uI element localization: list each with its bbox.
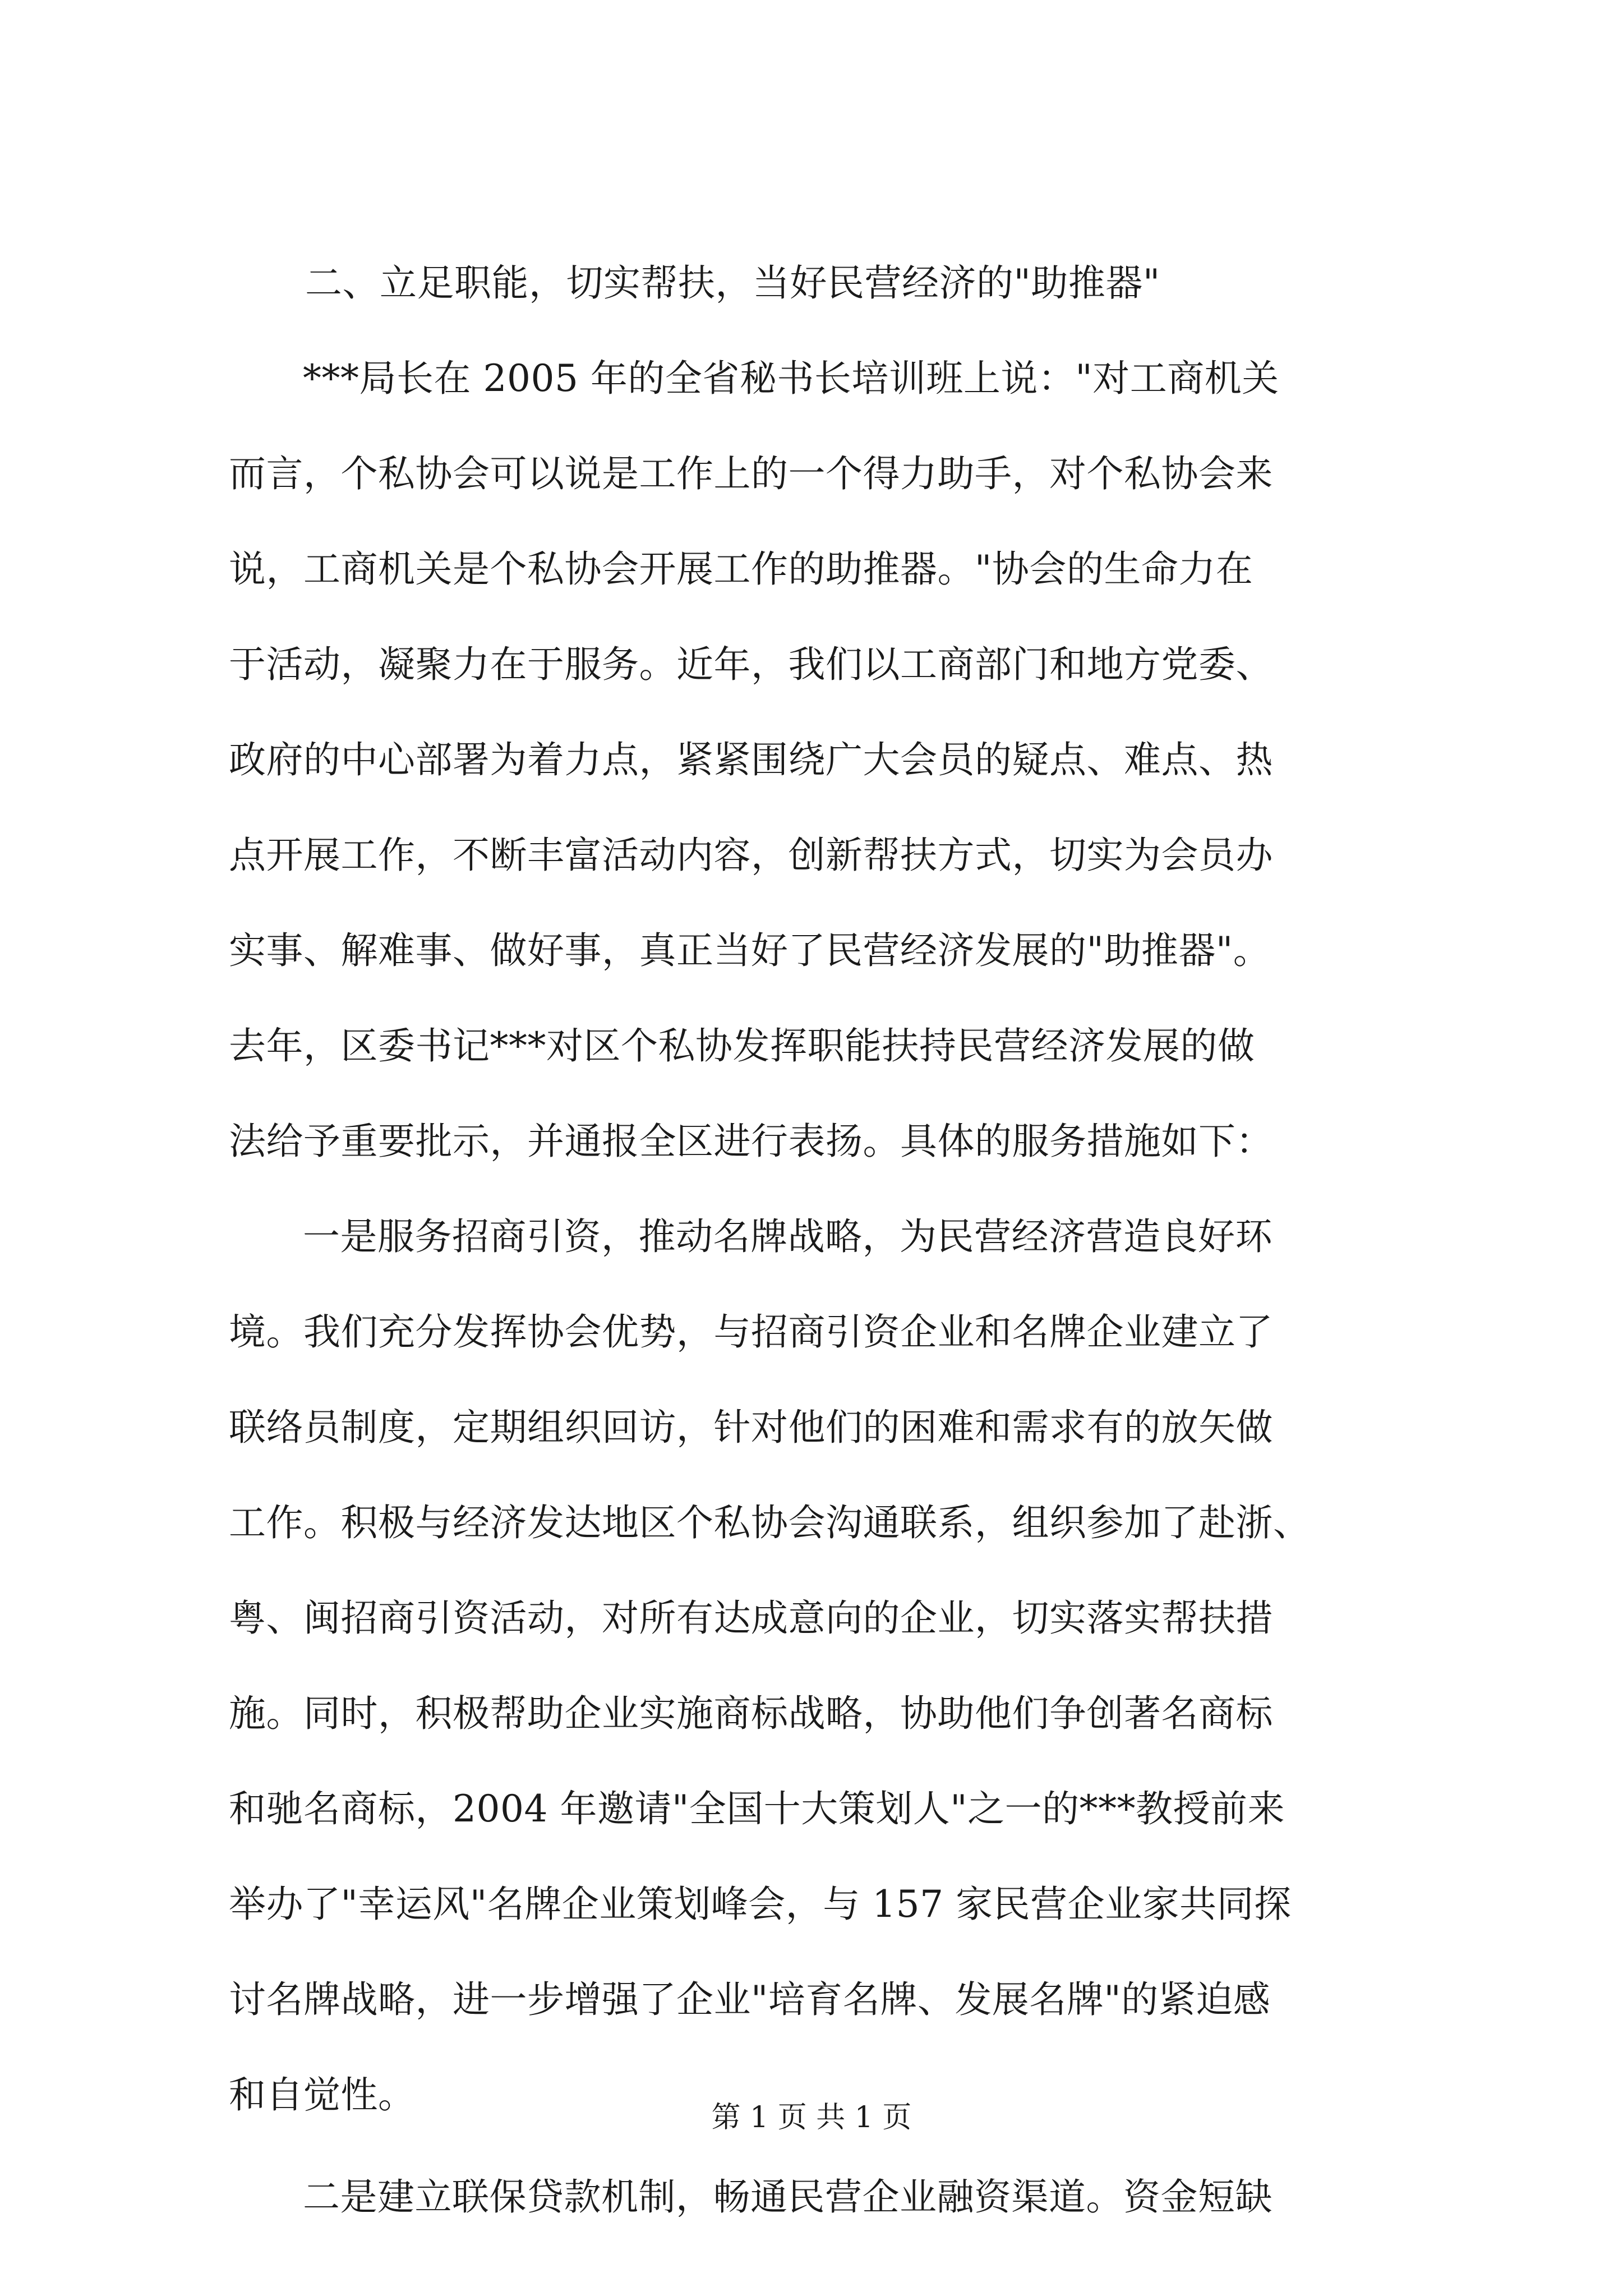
paragraph-line: 实事、解难事、做好事，真正当好了民营经济发展的"助推器"。 [229, 929, 1271, 972]
paragraph-line: 和自觉性。 [229, 2073, 416, 2116]
paragraph-line: 政府的中心部署为着力点，紧紧围绕广大会员的疑点、难点、热 [229, 738, 1273, 781]
paragraph-line: 粤、闽招商引资活动，对所有达成意向的企业，切实落实帮扶措 [229, 1596, 1273, 1640]
paragraph-line: 一是服务招商引资，推动名牌战略，为民营经济营造良好环 [303, 1215, 1272, 1258]
paragraph-line: ***局长在 2005 年的全省秘书长培训班上说："对工商机关 [303, 357, 1279, 400]
paragraph-line: 说，工商机关是个私协会开展工作的助推器。"协会的生命力在 [229, 547, 1253, 591]
paragraph-line: 点开展工作，不断丰富活动内容，创新帮扶方式，切实为会员办 [229, 834, 1273, 877]
paragraph-1 [229, 331, 1402, 1189]
paragraph-line: 法给予重要批示，并通报全区进行表扬。具体的服务措施如下： [229, 1120, 1273, 1163]
document-body [229, 236, 1402, 2245]
paragraph-3 [303, 2150, 1402, 2245]
paragraph-line: 施。同时，积极帮助企业实施商标战略，协助他们争创著名商标 [229, 1692, 1273, 1735]
paragraph-line: 联络员制度，定期组织回访，针对他们的困难和需求有的放矢做 [229, 1406, 1273, 1449]
paragraph-line: 去年，区委书记***对区个私协发挥职能扶持民营经济发展的做 [229, 1024, 1255, 1068]
paragraph-line: 讨名牌战略，进一步增强了企业"培育名牌、发展名牌"的紧迫感 [229, 1978, 1271, 2021]
paragraph-line: 举办了"幸运风"名牌企业策划峰会，与 157 家民营企业家共同探 [229, 1883, 1292, 1926]
paragraph-line: 于活动，凝聚力在于服务。近年，我们以工商部门和地方党委、 [229, 643, 1273, 686]
paragraph-line: 工作。积极与经济发达地区个私协会沟通联系，组织参加了赴浙、 [229, 1501, 1311, 1544]
page-footer: 第 1 页 共 1 页 [711, 2101, 912, 2134]
paragraph-line: 境。我们充分发挥协会优势，与招商引资企业和名牌企业建立了 [229, 1310, 1273, 1354]
paragraph-line: 二是建立联保贷款机制，畅通民营企业融资渠道。资金短缺 [303, 2175, 1272, 2219]
paragraph-line: 而言，个私协会可以说是工作上的一个得力助手，对个私协会来 [229, 452, 1273, 495]
paragraph-line: 和驰名商标，2004 年邀请"全国十大策划人"之一的***教授前来 [229, 1787, 1285, 1830]
section-heading: 二、立足职能，切实帮扶，当好民营经济的"助推器" [305, 261, 1160, 305]
paragraph-2 [229, 1189, 1402, 2143]
